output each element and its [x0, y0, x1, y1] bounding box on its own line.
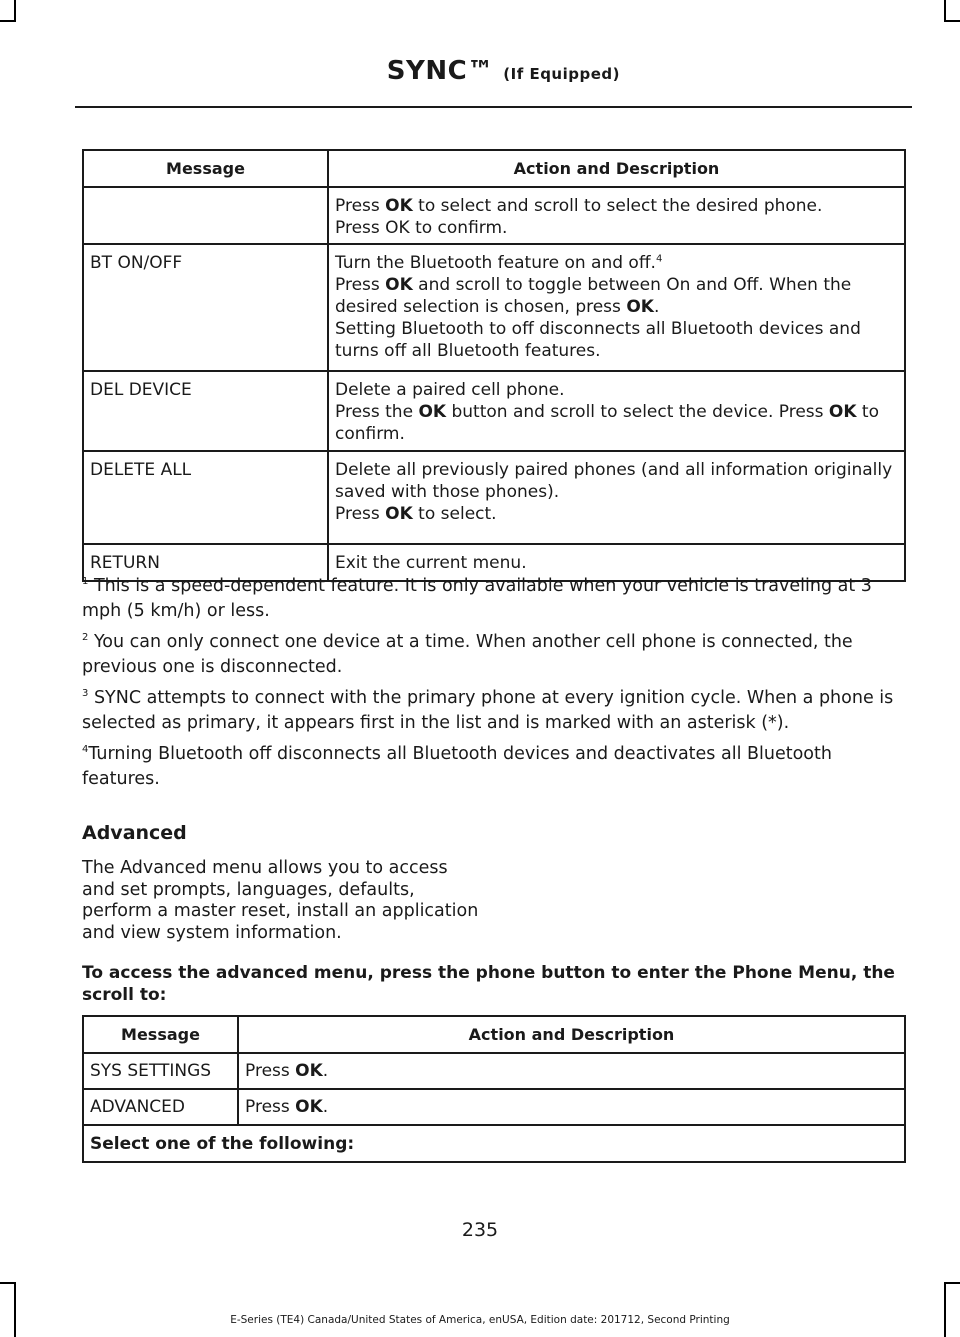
- action-line: [335, 459, 898, 503]
- action-line: [335, 318, 898, 362]
- table-row: [83, 187, 905, 244]
- footnote-text: You can only connect one device at a time. When another cell phone is connected, the previous one is disconnected.: [82, 632, 853, 677]
- action-text-end: .: [322, 1097, 329, 1117]
- footnote-ref: 4: [655, 253, 663, 265]
- action-text: Delete all previously paired phones (and all information originally saved with those phones).: [335, 460, 893, 502]
- ok-label: OK: [385, 504, 413, 524]
- crop-mark: [14, 1282, 16, 1337]
- crop-mark: [14, 0, 16, 22]
- column-header-message: Message: [83, 1016, 238, 1053]
- ok-label: OK: [418, 402, 447, 422]
- page-number: 235: [461, 1219, 499, 1241]
- action-line: [335, 195, 898, 217]
- action-line: [335, 503, 898, 525]
- action-text: to select.: [412, 504, 497, 524]
- footnote-number: 2: [82, 632, 89, 644]
- page-header: [387, 56, 620, 86]
- instruction-text: To access the advanced menu, press the phone button to enter the Phone Menu, the scroll to:: [82, 963, 895, 1005]
- action-text: button and scroll to select the device. Press: [446, 402, 829, 422]
- crop-mark: [944, 1282, 960, 1284]
- ok-label: OK: [295, 1061, 323, 1081]
- ok-label: OK: [385, 275, 413, 295]
- message-cell: [83, 187, 328, 244]
- action-text: Delete a paired cell phone.: [335, 380, 565, 400]
- table-row: [83, 371, 905, 451]
- table-row: [83, 451, 905, 544]
- column-header-message: Message: [83, 150, 328, 187]
- action-line: [335, 401, 898, 445]
- footnote-number: 3: [82, 688, 89, 700]
- action-text: Press: [335, 504, 386, 524]
- action-text: Exit the current menu.: [335, 553, 527, 573]
- action-text: Press the: [335, 402, 419, 422]
- action-line: [335, 274, 898, 318]
- footnote: [82, 742, 908, 792]
- footnote-number: 1: [82, 576, 89, 588]
- footnote: [82, 574, 908, 624]
- table-row: [83, 1089, 905, 1125]
- action-text-end: .: [322, 1061, 329, 1081]
- action-cell: [328, 187, 905, 244]
- action-cell: [238, 1089, 905, 1125]
- message-cell: DELETE ALL: [83, 451, 328, 544]
- action-cell: [328, 371, 905, 451]
- select-one-label: Select one of the following:: [83, 1125, 905, 1162]
- crop-mark: [944, 0, 946, 22]
- header-rule: [75, 106, 912, 108]
- action-text: to confirm.: [335, 402, 880, 444]
- message-cell: DEL DEVICE: [83, 371, 328, 451]
- footnote-text: Turning Bluetooth off disconnects all Bluetooth devices and deactivates all Bluetooth features.: [82, 744, 832, 789]
- bluetooth-settings-table: [82, 149, 906, 582]
- footnote-text: This is a speed-dependent feature. It is only available when your vehicle is traveling at 3 mph (5 km/h) or less.: [82, 576, 872, 621]
- column-header-action: Action and Description: [238, 1016, 905, 1053]
- message-cell: RETURN: [83, 544, 328, 581]
- action-line: [335, 252, 898, 274]
- table-row: [83, 1053, 905, 1089]
- action-text: Press: [245, 1061, 296, 1081]
- section-heading: Advanced: [82, 822, 187, 844]
- header-subtitle: (If Equipped): [503, 65, 620, 83]
- action-text: Press: [245, 1097, 296, 1117]
- ok-label: OK: [385, 196, 413, 216]
- footnote-text: SYNC attempts to connect with the primary phone at every ignition cycle. When a phone is selected as primary, it appears first in the list and is marked with an asterisk (*).: [82, 688, 894, 733]
- action-line: [335, 379, 898, 401]
- advanced-menu-table: [82, 1015, 906, 1163]
- table-row: [83, 1125, 905, 1162]
- crop-mark: [0, 20, 16, 22]
- footnotes: [82, 574, 908, 798]
- message-cell: ADVANCED: [83, 1089, 238, 1125]
- action-text: Turn the Bluetooth feature on and off.: [335, 253, 656, 273]
- footnote: [82, 630, 908, 680]
- action-cell: [328, 451, 905, 544]
- footnote: [82, 686, 908, 736]
- crop-mark: [944, 20, 960, 22]
- action-line: [335, 217, 898, 239]
- crop-mark: [944, 1282, 946, 1337]
- action-text: Setting Bluetooth to off disconnects all Bluetooth devices and turns off all Bluetooth features.: [335, 319, 861, 361]
- action-text: to select and scroll to select the desired phone.: [412, 196, 823, 216]
- header-title: SYNC™: [386, 56, 494, 86]
- footer-info: E-Series (TE4) Canada/United States of America, enUSA, Edition date: 201712, Second Printing: [230, 1314, 730, 1326]
- ok-label: OK: [626, 297, 654, 317]
- action-cell: [238, 1053, 905, 1089]
- footnote-number: 4: [82, 744, 89, 756]
- action-text: Press OK to confirm.: [335, 218, 508, 238]
- ok-label: OK: [295, 1097, 323, 1117]
- ok-label: OK: [828, 402, 857, 422]
- section-body: The Advanced menu allows you to access and set prompts, languages, defaults, perform a master reset, install an application and view system information.: [82, 858, 479, 943]
- action-cell: [328, 244, 905, 371]
- action-text: Press: [335, 275, 386, 295]
- column-header-action: Action and Description: [328, 150, 905, 187]
- message-cell: BT ON/OFF: [83, 244, 328, 371]
- message-cell: SYS SETTINGS: [83, 1053, 238, 1089]
- table-row: [83, 244, 905, 371]
- crop-mark: [0, 1282, 16, 1284]
- action-line: [335, 552, 898, 574]
- action-text: .: [653, 297, 660, 317]
- action-text: and scroll to toggle between On and Off. When the desired selection is chosen, press: [335, 275, 852, 317]
- action-text: Press: [335, 196, 386, 216]
